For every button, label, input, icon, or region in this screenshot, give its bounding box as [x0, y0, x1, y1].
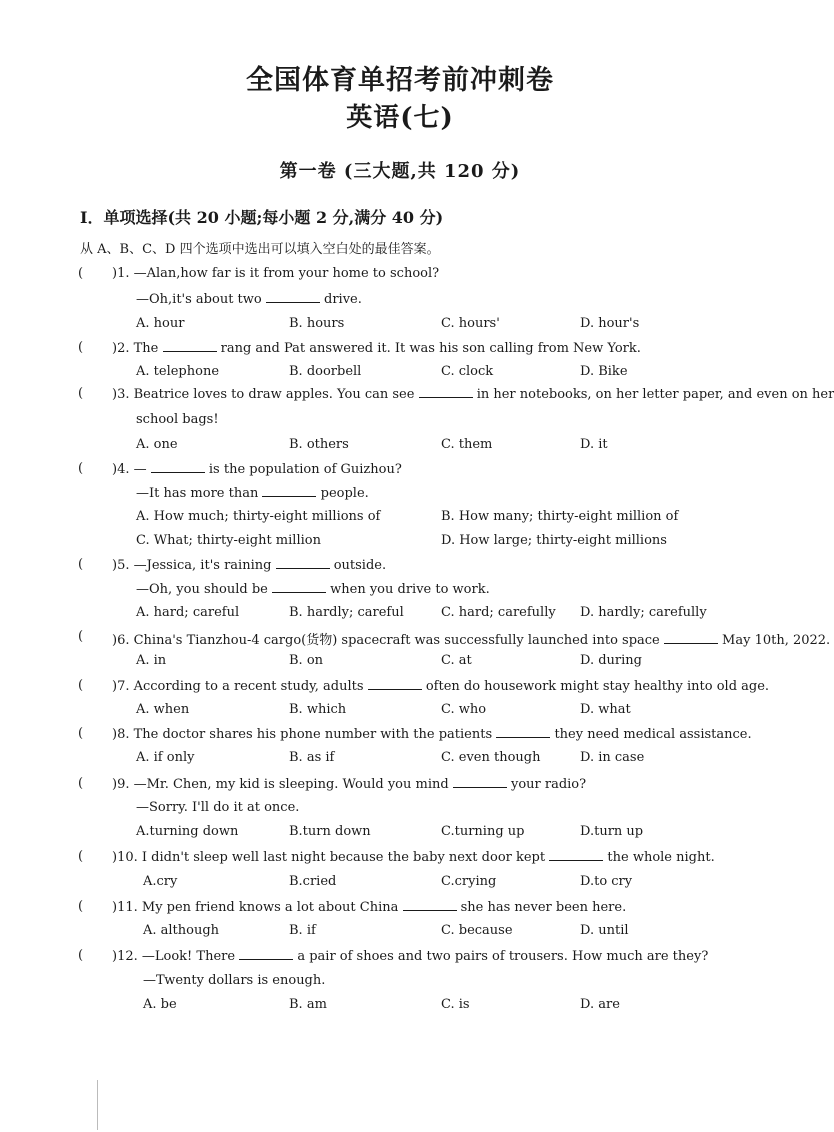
option-d: D.turn up	[580, 824, 644, 839]
option-d: D. during	[580, 653, 642, 668]
stem-continuation: school bags!	[136, 412, 219, 427]
option-d: D. How large; thirty-eight millions	[441, 533, 667, 548]
answer-paren: (	[78, 557, 84, 572]
followup-line: —Twenty dollars is enough.	[143, 973, 326, 988]
answer-blank	[276, 557, 330, 569]
option-c: C. hours'	[441, 316, 500, 331]
answer-paren: (	[78, 726, 84, 741]
answer-blank	[239, 948, 293, 960]
question-stem: )5. —Jessica, it's raining outside.	[112, 558, 387, 573]
question-stem: )10. I didn't sleep well last night because the baby next door kept the whole night.	[112, 850, 715, 865]
option-a: A. in	[136, 653, 167, 668]
answer-paren: (	[78, 266, 84, 281]
question-stem: )2. The rang and Pat answered it. It was his son calling from New York.	[112, 341, 641, 356]
question-stem: )12. —Look! There a pair of shoes and two pairs of trousers. How much are they?	[112, 949, 709, 964]
option-c: C. them	[441, 437, 493, 452]
option-c: C. who	[441, 702, 487, 717]
answer-blank	[262, 485, 316, 497]
followup-line: —It has more than people.	[136, 486, 369, 501]
answer-paren: (	[78, 678, 84, 693]
option-c: C. at	[441, 653, 472, 668]
question-stem: )9. —Mr. Chen, my kid is sleeping. Would you mind your radio?	[112, 777, 587, 792]
followup-line: —Oh, you should be when you drive to work.	[136, 582, 490, 597]
option-b: B. hardly; careful	[289, 605, 404, 620]
option-d: D.to cry	[580, 874, 633, 889]
option-a: A. if only	[136, 750, 195, 765]
exam-title: 全国体育单招考前冲刺卷	[246, 65, 554, 96]
option-b: B. which	[289, 702, 347, 717]
option-b: B. doorbell	[289, 364, 362, 379]
answer-paren: (	[78, 340, 84, 355]
question-stem: )6. China's Tianzhou-4 cargo(货物) spacecraft was successfully launched into space May 10th, 2022.	[112, 633, 831, 648]
option-a: A. hour	[136, 316, 185, 331]
followup-line: —Oh,it's about two drive.	[136, 292, 362, 307]
answer-blank	[266, 291, 320, 303]
option-b: B. hours	[289, 316, 345, 331]
option-c: C. is	[441, 997, 470, 1012]
option-c: C. because	[441, 923, 513, 938]
answer-blank	[151, 461, 205, 473]
answer-paren: (	[78, 386, 84, 401]
option-a: A. although	[143, 923, 220, 938]
answer-paren: (	[78, 629, 84, 644]
answer-paren: (	[78, 849, 84, 864]
part-heading: 第一卷 (三大题,共 120 分)	[279, 161, 521, 182]
binding-margin-line	[97, 1080, 98, 1130]
question-stem: )7. According to a recent study, adults often do housework might stay healthy into old age.	[112, 679, 770, 694]
answer-paren: (	[78, 776, 84, 791]
option-d: D. are	[580, 997, 620, 1012]
answer-blank	[496, 726, 550, 738]
answer-blank	[419, 386, 473, 398]
option-b: B. if	[289, 923, 316, 938]
question-stem: )3. Beatrice loves to draw apples. You can see in her notebooks, on her letter paper, and even on her	[112, 387, 834, 402]
answer-paren: (	[78, 899, 84, 914]
question-stem: )11. My pen friend knows a lot about China she has never been here.	[112, 900, 627, 915]
option-c: C. What; thirty-eight million	[136, 533, 321, 548]
option-d: D. hour's	[580, 316, 640, 331]
question-stem: )8. The doctor shares his phone number with the patients they need medical assistance.	[112, 727, 752, 742]
answer-blank	[368, 678, 422, 690]
answer-blank	[453, 776, 507, 788]
option-b: B. on	[289, 653, 324, 668]
question-stem: )1. —Alan,how far is it from your home to school?	[112, 266, 440, 281]
answer-blank	[664, 632, 718, 644]
option-d: D. hardly; carefully	[580, 605, 707, 620]
option-a: A. telephone	[136, 364, 220, 379]
answer-blank	[163, 340, 217, 352]
answer-blank	[403, 899, 457, 911]
option-a: A. when	[136, 702, 190, 717]
question-stem: )4. — is the population of Guizhou?	[112, 462, 402, 477]
option-c: C. even though	[441, 750, 541, 765]
answer-paren: (	[78, 948, 84, 963]
option-b: B. others	[289, 437, 349, 452]
option-b: B. am	[289, 997, 327, 1012]
option-d: D. until	[580, 923, 629, 938]
option-a: A. hard; careful	[136, 605, 240, 620]
option-c: C.crying	[441, 874, 497, 889]
option-a: A.turning down	[136, 824, 239, 839]
option-b: B. How many; thirty-eight million of	[441, 509, 679, 524]
section-instruction: 从 A、B、C、D 四个选项中选出可以填入空白处的最佳答案。	[80, 242, 440, 257]
option-a: A. be	[143, 997, 177, 1012]
answer-paren: (	[78, 461, 84, 476]
option-b: B.turn down	[289, 824, 371, 839]
option-d: D. it	[580, 437, 608, 452]
option-a: A. How much; thirty-eight millions of	[136, 509, 381, 524]
option-c: C.turning up	[441, 824, 525, 839]
option-b: B.cried	[289, 874, 337, 889]
option-a: A.cry	[143, 874, 178, 889]
section-heading: I．单项选择(共 20 小题;每小题 2 分,满分 40 分)	[80, 208, 444, 227]
answer-blank	[549, 849, 603, 861]
answer-blank	[272, 581, 326, 593]
option-a: A. one	[136, 437, 178, 452]
option-b: B. as if	[289, 750, 335, 765]
option-d: D. what	[580, 702, 631, 717]
option-d: D. Bike	[580, 364, 628, 379]
option-c: C. clock	[441, 364, 494, 379]
exam-subtitle: 英语(七)	[346, 103, 454, 133]
option-c: C. hard; carefully	[441, 605, 556, 620]
option-d: D. in case	[580, 750, 645, 765]
followup-line: —Sorry. I'll do it at once.	[136, 800, 300, 815]
